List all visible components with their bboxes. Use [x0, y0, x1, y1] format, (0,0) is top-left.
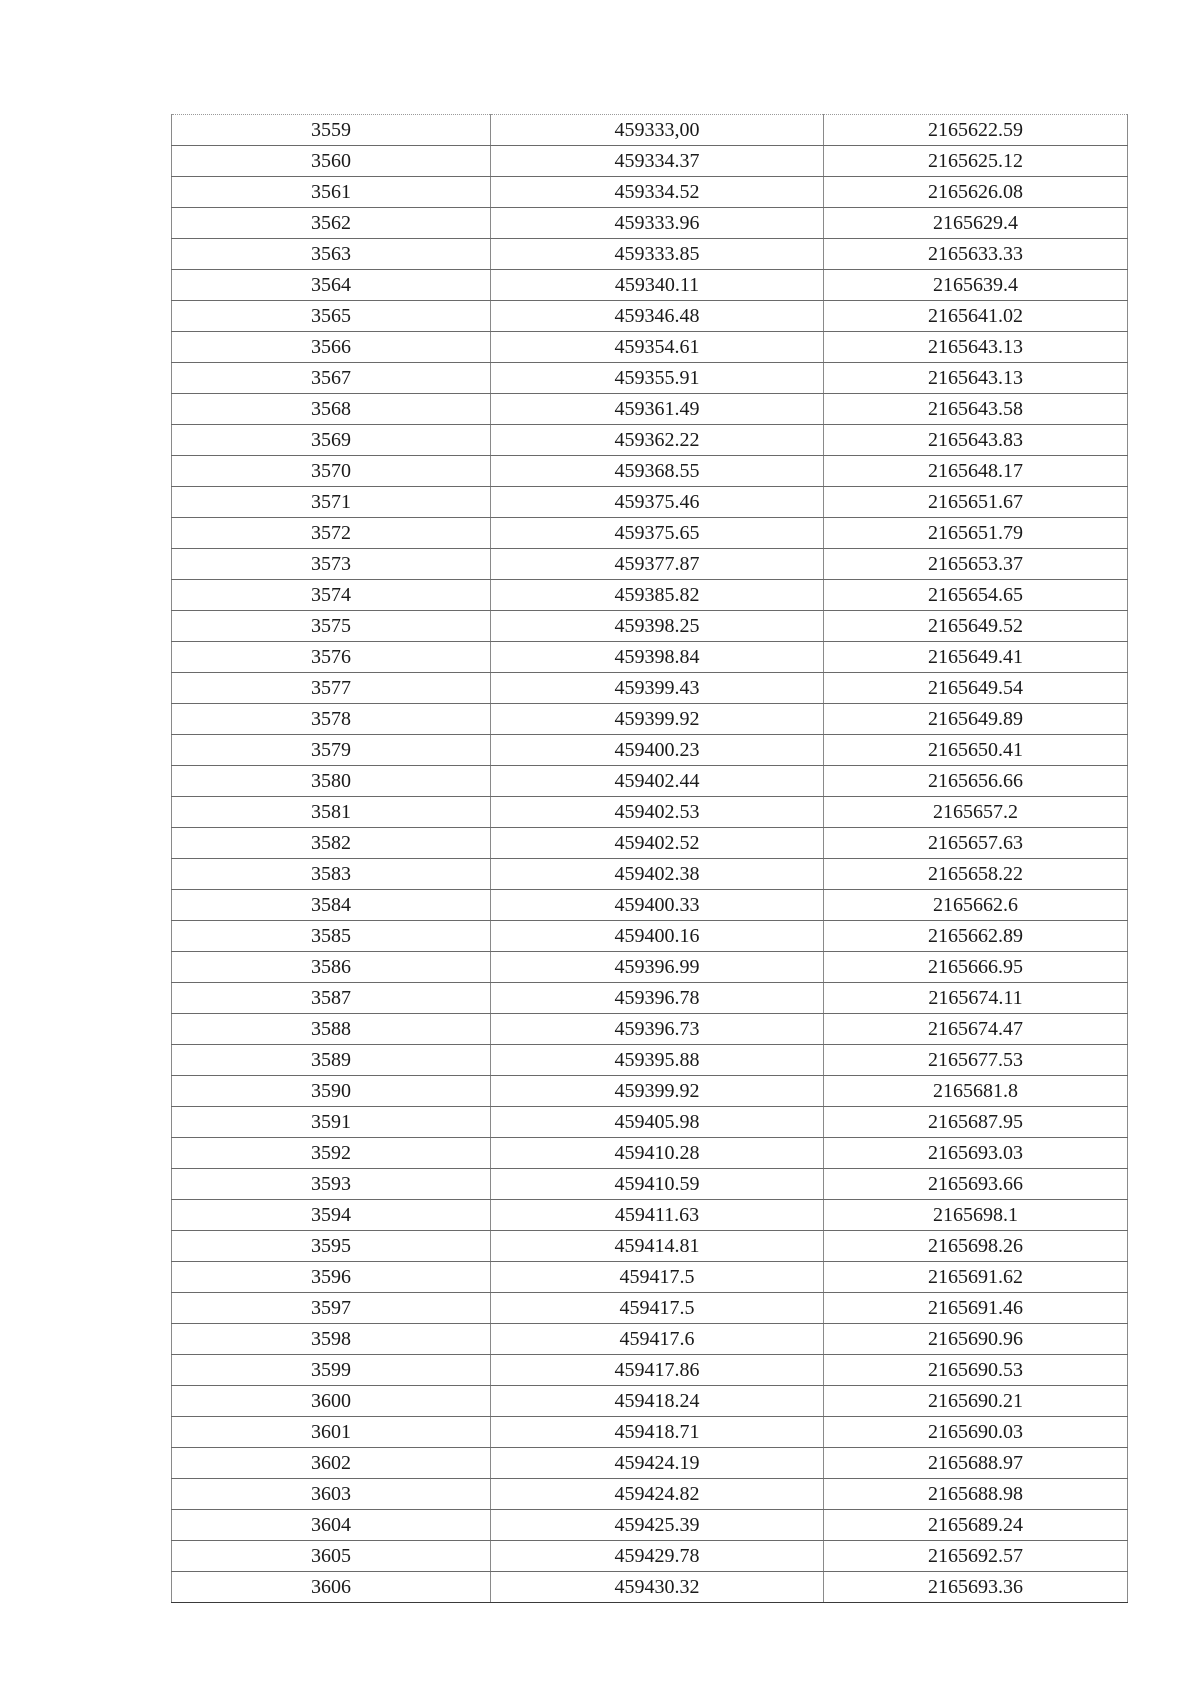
- point-number-cell: 3595: [172, 1231, 491, 1262]
- x-coordinate-cell: 459402.38: [491, 859, 824, 890]
- table-row: [172, 704, 1128, 735]
- x-coordinate-cell: 459405.98: [491, 1107, 824, 1138]
- x-coordinate-cell: 459399.92: [491, 1076, 824, 1107]
- y-coordinate-cell: 2165693.36: [824, 1572, 1128, 1603]
- table-row: [172, 115, 1128, 146]
- point-number-cell: 3570: [172, 456, 491, 487]
- table-row: [172, 1417, 1128, 1448]
- table-row: [172, 1541, 1128, 1572]
- table-row: [172, 673, 1128, 704]
- y-coordinate-cell: 2165674.11: [824, 983, 1128, 1014]
- coordinates-table: [171, 114, 1128, 1603]
- y-coordinate-cell: 2165691.62: [824, 1262, 1128, 1293]
- point-number-cell: 3600: [172, 1386, 491, 1417]
- y-coordinate-cell: 2165625.12: [824, 146, 1128, 177]
- y-coordinate-cell: 2165666.95: [824, 952, 1128, 983]
- table-row: [172, 1107, 1128, 1138]
- x-coordinate-cell: 459361.49: [491, 394, 824, 425]
- point-number-cell: 3601: [172, 1417, 491, 1448]
- y-coordinate-cell: 2165643.58: [824, 394, 1128, 425]
- x-coordinate-cell: 459424.19: [491, 1448, 824, 1479]
- y-coordinate-cell: 2165657.2: [824, 797, 1128, 828]
- y-coordinate-cell: 2165690.96: [824, 1324, 1128, 1355]
- table-row: [172, 1386, 1128, 1417]
- y-coordinate-cell: 2165653.37: [824, 549, 1128, 580]
- point-number-cell: 3593: [172, 1169, 491, 1200]
- y-coordinate-cell: 2165658.22: [824, 859, 1128, 890]
- y-coordinate-cell: 2165650.41: [824, 735, 1128, 766]
- y-coordinate-cell: 2165681.8: [824, 1076, 1128, 1107]
- point-number-cell: 3566: [172, 332, 491, 363]
- y-coordinate-cell: 2165656.66: [824, 766, 1128, 797]
- x-coordinate-cell: 459333.85: [491, 239, 824, 270]
- x-coordinate-cell: 459334.52: [491, 177, 824, 208]
- x-coordinate-cell: 459402.44: [491, 766, 824, 797]
- table-row: [172, 797, 1128, 828]
- point-number-cell: 3602: [172, 1448, 491, 1479]
- table-row: [172, 735, 1128, 766]
- x-coordinate-cell: 459398.25: [491, 611, 824, 642]
- table-row: [172, 456, 1128, 487]
- y-coordinate-cell: 2165643.13: [824, 363, 1128, 394]
- y-coordinate-cell: 2165626.08: [824, 177, 1128, 208]
- x-coordinate-cell: 459375.46: [491, 487, 824, 518]
- x-coordinate-cell: 459399.43: [491, 673, 824, 704]
- point-number-cell: 3599: [172, 1355, 491, 1386]
- y-coordinate-cell: 2165688.97: [824, 1448, 1128, 1479]
- x-coordinate-cell: 459430.32: [491, 1572, 824, 1603]
- point-number-cell: 3605: [172, 1541, 491, 1572]
- table-row: [172, 1479, 1128, 1510]
- y-coordinate-cell: 2165649.89: [824, 704, 1128, 735]
- table-row: [172, 1200, 1128, 1231]
- y-coordinate-cell: 2165651.67: [824, 487, 1128, 518]
- x-coordinate-cell: 459333,00: [491, 115, 824, 146]
- y-coordinate-cell: 2165633.33: [824, 239, 1128, 270]
- table-row: [172, 425, 1128, 456]
- point-number-cell: 3580: [172, 766, 491, 797]
- x-coordinate-cell: 459340.11: [491, 270, 824, 301]
- table-row: [172, 332, 1128, 363]
- point-number-cell: 3563: [172, 239, 491, 270]
- table-row: [172, 208, 1128, 239]
- y-coordinate-cell: 2165649.54: [824, 673, 1128, 704]
- point-number-cell: 3568: [172, 394, 491, 425]
- point-number-cell: 3575: [172, 611, 491, 642]
- point-number-cell: 3604: [172, 1510, 491, 1541]
- table-row: [172, 890, 1128, 921]
- y-coordinate-cell: 2165690.03: [824, 1417, 1128, 1448]
- table-row: [172, 1262, 1128, 1293]
- y-coordinate-cell: 2165648.17: [824, 456, 1128, 487]
- x-coordinate-cell: 459417.5: [491, 1262, 824, 1293]
- y-coordinate-cell: 2165649.41: [824, 642, 1128, 673]
- x-coordinate-cell: 459417.6: [491, 1324, 824, 1355]
- x-coordinate-cell: 459400.33: [491, 890, 824, 921]
- x-coordinate-cell: 459400.23: [491, 735, 824, 766]
- point-number-cell: 3582: [172, 828, 491, 859]
- point-number-cell: 3562: [172, 208, 491, 239]
- x-coordinate-cell: 459424.82: [491, 1479, 824, 1510]
- table-row: [172, 549, 1128, 580]
- y-coordinate-cell: 2165662.6: [824, 890, 1128, 921]
- x-coordinate-cell: 459429.78: [491, 1541, 824, 1572]
- table-row: [172, 611, 1128, 642]
- x-coordinate-cell: 459425.39: [491, 1510, 824, 1541]
- point-number-cell: 3584: [172, 890, 491, 921]
- point-number-cell: 3578: [172, 704, 491, 735]
- x-coordinate-cell: 459375.65: [491, 518, 824, 549]
- x-coordinate-cell: 459346.48: [491, 301, 824, 332]
- y-coordinate-cell: 2165622.59: [824, 115, 1128, 146]
- y-coordinate-cell: 2165687.95: [824, 1107, 1128, 1138]
- y-coordinate-cell: 2165643.83: [824, 425, 1128, 456]
- point-number-cell: 3587: [172, 983, 491, 1014]
- point-number-cell: 3573: [172, 549, 491, 580]
- table-row: [172, 394, 1128, 425]
- table-row: [172, 1138, 1128, 1169]
- table-row: [172, 146, 1128, 177]
- x-coordinate-cell: 459385.82: [491, 580, 824, 611]
- point-number-cell: 3598: [172, 1324, 491, 1355]
- table-row: [172, 1510, 1128, 1541]
- y-coordinate-cell: 2165677.53: [824, 1045, 1128, 1076]
- y-coordinate-cell: 2165698.26: [824, 1231, 1128, 1262]
- point-number-cell: 3577: [172, 673, 491, 704]
- point-number-cell: 3603: [172, 1479, 491, 1510]
- y-coordinate-cell: 2165657.63: [824, 828, 1128, 859]
- x-coordinate-cell: 459398.84: [491, 642, 824, 673]
- table-row: [172, 921, 1128, 952]
- point-number-cell: 3579: [172, 735, 491, 766]
- y-coordinate-cell: 2165690.21: [824, 1386, 1128, 1417]
- table-row: [172, 1572, 1128, 1603]
- x-coordinate-cell: 459417.5: [491, 1293, 824, 1324]
- point-number-cell: 3592: [172, 1138, 491, 1169]
- x-coordinate-cell: 459396.99: [491, 952, 824, 983]
- point-number-cell: 3586: [172, 952, 491, 983]
- table-row: [172, 642, 1128, 673]
- table-row: [172, 239, 1128, 270]
- table-row: [172, 487, 1128, 518]
- point-number-cell: 3596: [172, 1262, 491, 1293]
- table-row: [172, 766, 1128, 797]
- x-coordinate-cell: 459368.55: [491, 456, 824, 487]
- table-row: [172, 1231, 1128, 1262]
- point-number-cell: 3576: [172, 642, 491, 673]
- table-row: [172, 952, 1128, 983]
- x-coordinate-cell: 459362.22: [491, 425, 824, 456]
- y-coordinate-cell: 2165689.24: [824, 1510, 1128, 1541]
- x-coordinate-cell: 459418.24: [491, 1386, 824, 1417]
- point-number-cell: 3574: [172, 580, 491, 611]
- coordinates-table-body: [172, 115, 1128, 1603]
- x-coordinate-cell: 459410.28: [491, 1138, 824, 1169]
- point-number-cell: 3606: [172, 1572, 491, 1603]
- point-number-cell: 3589: [172, 1045, 491, 1076]
- x-coordinate-cell: 459396.73: [491, 1014, 824, 1045]
- point-number-cell: 3583: [172, 859, 491, 890]
- point-number-cell: 3590: [172, 1076, 491, 1107]
- x-coordinate-cell: 459399.92: [491, 704, 824, 735]
- point-number-cell: 3569: [172, 425, 491, 456]
- table-row: [172, 1045, 1128, 1076]
- table-row: [172, 1169, 1128, 1200]
- y-coordinate-cell: 2165649.52: [824, 611, 1128, 642]
- table-row: [172, 859, 1128, 890]
- y-coordinate-cell: 2165692.57: [824, 1541, 1128, 1572]
- table-row: [172, 301, 1128, 332]
- y-coordinate-cell: 2165691.46: [824, 1293, 1128, 1324]
- table-row: [172, 1448, 1128, 1479]
- x-coordinate-cell: 459355.91: [491, 363, 824, 394]
- point-number-cell: 3588: [172, 1014, 491, 1045]
- point-number-cell: 3564: [172, 270, 491, 301]
- table-row: [172, 270, 1128, 301]
- y-coordinate-cell: 2165654.65: [824, 580, 1128, 611]
- x-coordinate-cell: 459418.71: [491, 1417, 824, 1448]
- table-row: [172, 580, 1128, 611]
- table-row: [172, 1014, 1128, 1045]
- point-number-cell: 3594: [172, 1200, 491, 1231]
- y-coordinate-cell: 2165641.02: [824, 301, 1128, 332]
- x-coordinate-cell: 459417.86: [491, 1355, 824, 1386]
- point-number-cell: 3567: [172, 363, 491, 394]
- y-coordinate-cell: 2165693.03: [824, 1138, 1128, 1169]
- x-coordinate-cell: 459354.61: [491, 332, 824, 363]
- point-number-cell: 3572: [172, 518, 491, 549]
- x-coordinate-cell: 459402.53: [491, 797, 824, 828]
- x-coordinate-cell: 459395.88: [491, 1045, 824, 1076]
- table-row: [172, 518, 1128, 549]
- table-row: [172, 983, 1128, 1014]
- table-row: [172, 1324, 1128, 1355]
- point-number-cell: 3581: [172, 797, 491, 828]
- y-coordinate-cell: 2165643.13: [824, 332, 1128, 363]
- table-row: [172, 1076, 1128, 1107]
- x-coordinate-cell: 459402.52: [491, 828, 824, 859]
- table-row: [172, 828, 1128, 859]
- point-number-cell: 3561: [172, 177, 491, 208]
- y-coordinate-cell: 2165662.89: [824, 921, 1128, 952]
- x-coordinate-cell: 459334.37: [491, 146, 824, 177]
- y-coordinate-cell: 2165629.4: [824, 208, 1128, 239]
- y-coordinate-cell: 2165688.98: [824, 1479, 1128, 1510]
- x-coordinate-cell: 459400.16: [491, 921, 824, 952]
- y-coordinate-cell: 2165698.1: [824, 1200, 1128, 1231]
- point-number-cell: 3565: [172, 301, 491, 332]
- x-coordinate-cell: 459377.87: [491, 549, 824, 580]
- x-coordinate-cell: 459396.78: [491, 983, 824, 1014]
- y-coordinate-cell: 2165674.47: [824, 1014, 1128, 1045]
- point-number-cell: 3597: [172, 1293, 491, 1324]
- y-coordinate-cell: 2165690.53: [824, 1355, 1128, 1386]
- x-coordinate-cell: 459410.59: [491, 1169, 824, 1200]
- point-number-cell: 3559: [172, 115, 491, 146]
- table-row: [172, 363, 1128, 394]
- x-coordinate-cell: 459411.63: [491, 1200, 824, 1231]
- x-coordinate-cell: 459333.96: [491, 208, 824, 239]
- point-number-cell: 3585: [172, 921, 491, 952]
- table-row: [172, 177, 1128, 208]
- point-number-cell: 3571: [172, 487, 491, 518]
- y-coordinate-cell: 2165651.79: [824, 518, 1128, 549]
- point-number-cell: 3560: [172, 146, 491, 177]
- table-row: [172, 1355, 1128, 1386]
- table-row: [172, 1293, 1128, 1324]
- y-coordinate-cell: 2165639.4: [824, 270, 1128, 301]
- x-coordinate-cell: 459414.81: [491, 1231, 824, 1262]
- point-number-cell: 3591: [172, 1107, 491, 1138]
- y-coordinate-cell: 2165693.66: [824, 1169, 1128, 1200]
